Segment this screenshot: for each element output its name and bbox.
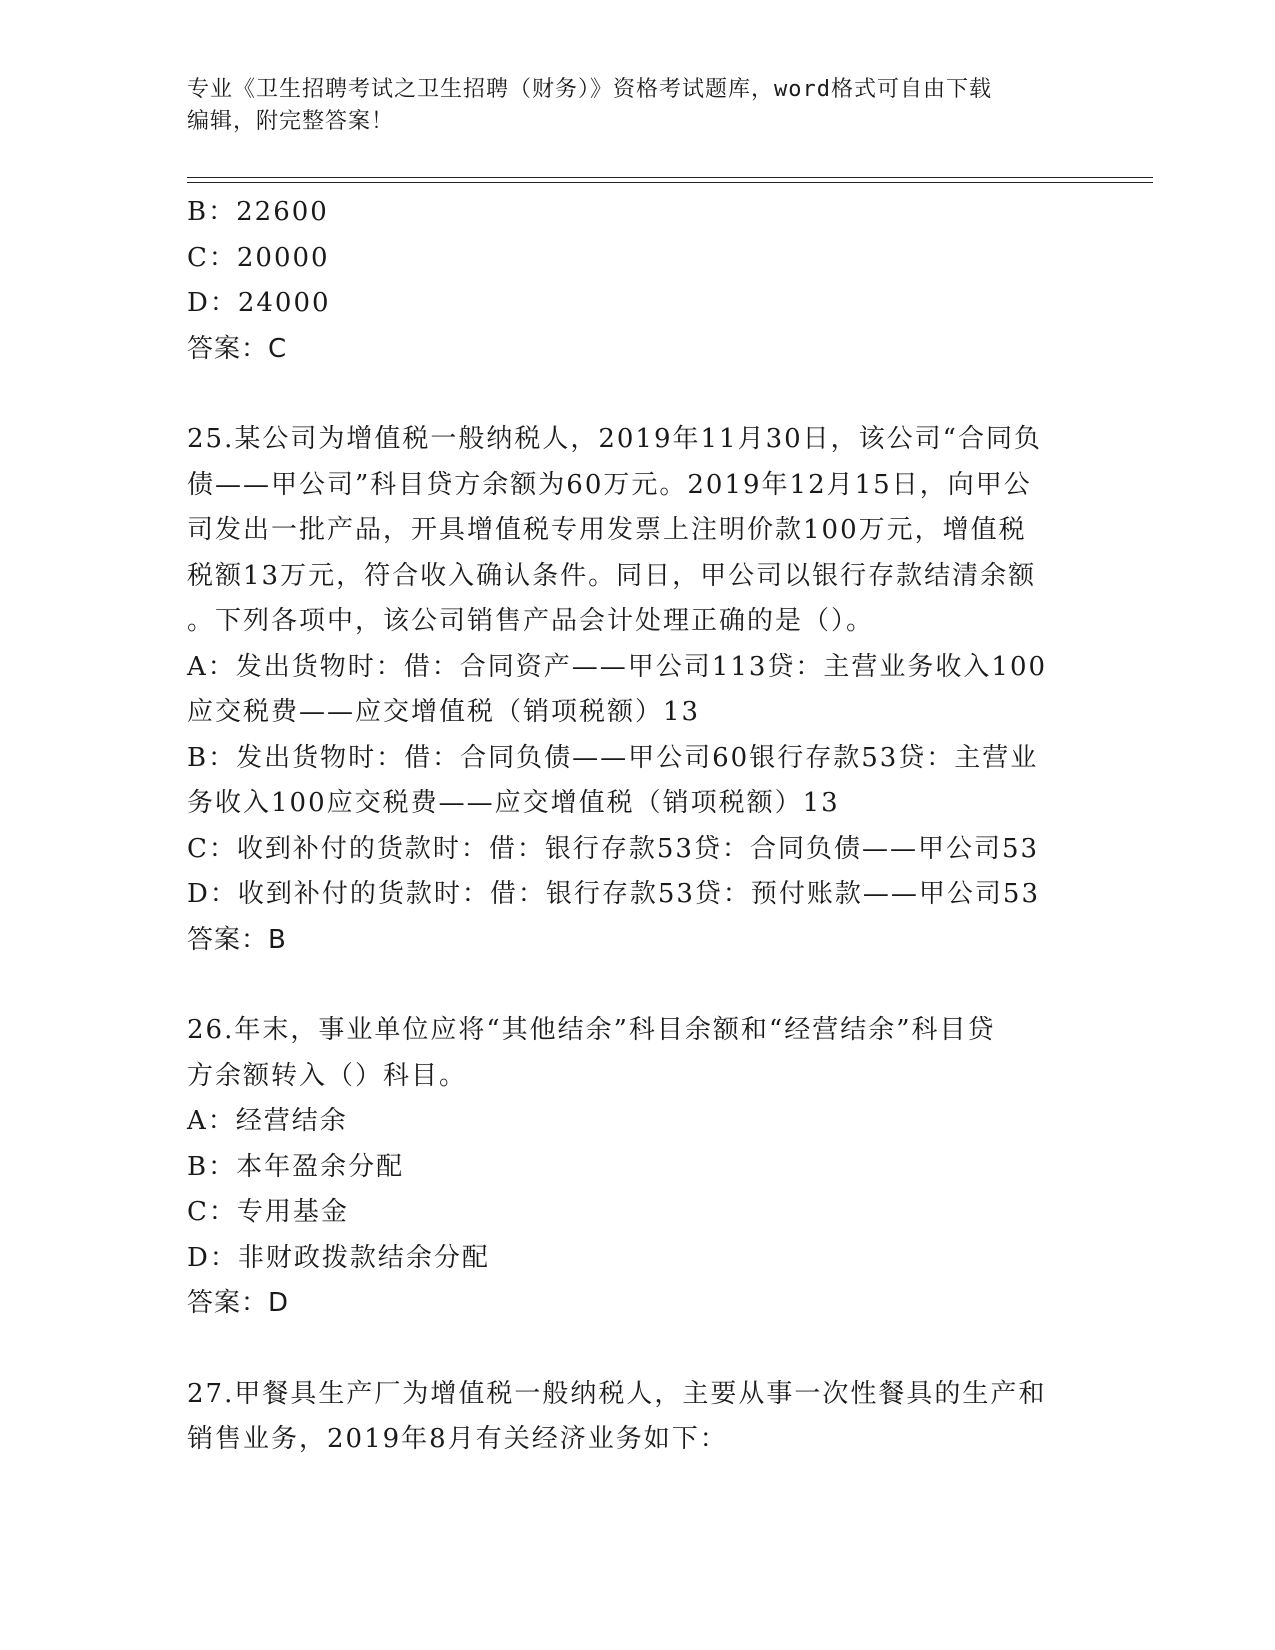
- header-line-1: 专业《卫生招聘考试之卫生招聘（财务）》资格考试题库，word格式可自由下载: [187, 77, 992, 102]
- question-stem-line: 销售业务，2019年8月有关经济业务如下：: [187, 1424, 728, 1454]
- option-d: D：收到补付的货款时：借：银行存款53贷：预付账款——甲公司53: [187, 879, 1041, 909]
- question-stem-line: 债——甲公司”科目贷方余额为60万元。2019年12月15日，向甲公: [187, 469, 1032, 500]
- spacer: [187, 372, 1087, 417]
- answer: 答案：D: [187, 1288, 290, 1318]
- question-stem-line: 27.甲餐具生产厂为增值税一般纳税人，主要从事一次性餐具的生产和: [187, 1378, 1047, 1409]
- question-25: [187, 417, 1087, 963]
- question-stem-line: 。下列各项中，该公司销售产品会计处理正确的是（）。: [187, 606, 875, 636]
- question-27: [187, 1372, 1087, 1463]
- spacer: [187, 963, 1087, 1008]
- option-d: D：24000: [187, 288, 331, 318]
- option-a: A：经营结余: [187, 1106, 348, 1136]
- question-stem-line: 方余额转入（）科目。: [187, 1060, 468, 1091]
- header-rule-top: [187, 177, 1153, 178]
- option-b: B：本年盈余分配: [187, 1151, 405, 1182]
- question-stem-line: 司发出一批产品，开具增值税专用发票上注明价款100万元，增值税: [187, 515, 1027, 545]
- question-26: [187, 1008, 1087, 1327]
- option-d: D：非财政拨款结余分配: [187, 1242, 490, 1273]
- option-c: C：收到补付的货款时：借：银行存款53贷：合同负债——甲公司53: [187, 833, 1040, 864]
- option-c: C：专用基金: [187, 1197, 349, 1227]
- header-line-2: 编辑，附完整答案！: [187, 109, 395, 134]
- answer: 答案：B: [187, 924, 287, 955]
- question-stem-line: 25.某公司为增值税一般纳税人，2019年11月30日，该公司“合同负: [187, 424, 1042, 454]
- option-c: C：20000: [187, 242, 330, 273]
- header-rule-bottom: [187, 182, 1153, 183]
- document-header: [187, 74, 1087, 138]
- option-b: B：22600: [187, 197, 329, 227]
- option-b-cont: 务收入100应交税费——应交增值税（销项税额）13: [187, 788, 840, 818]
- option-b: B：发出货物时：借：合同负债——甲公司60银行存款53贷：主营业: [187, 742, 1039, 773]
- question-stem-line: 26.年末，事业单位应将“其他结余”科目余额和“经营结余”科目贷: [187, 1015, 996, 1045]
- option-a-cont: 应交税费——应交增值税（销项税额）13: [187, 697, 701, 727]
- spacer: [187, 1327, 1087, 1372]
- option-a: A：发出货物时：借：合同资产——甲公司113贷：主营业务收入100: [187, 651, 1048, 682]
- answer: 答案：C: [187, 333, 288, 364]
- question-content: [187, 190, 1087, 1463]
- question-stem-line: 税额13万元，符合收入确认条件。同日，甲公司以银行存款结清余额: [187, 560, 1037, 591]
- question-24-tail: [187, 190, 1087, 372]
